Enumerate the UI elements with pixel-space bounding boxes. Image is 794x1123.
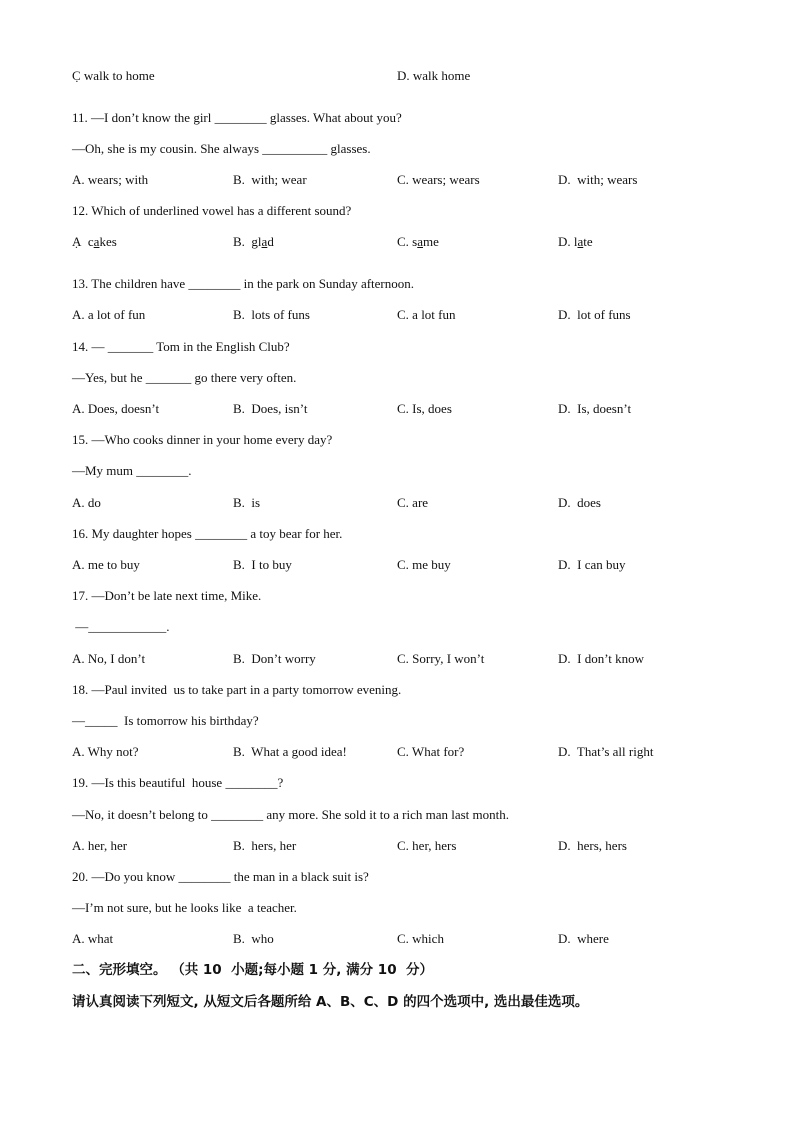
- q19-option-b: B. hers, her: [233, 838, 297, 853]
- q16-option-d: D. I can buy: [558, 557, 626, 572]
- q20-options: [72, 931, 732, 947]
- q12-stem: 12. Which of underlined vowel has a different sound?: [72, 203, 352, 218]
- q19-option-d: D. hers, hers: [558, 838, 627, 853]
- q17-option-d: D. I don’t know: [558, 651, 645, 666]
- q18-option-b: B. What a good idea!: [233, 744, 347, 759]
- q11-stem: 11. —I don’t know the girl ________ glasses. What about you?: [72, 110, 402, 125]
- section-title: 二、完形填空。 （共 10 小题;每小题 1 分, 满分 10 分）: [72, 962, 433, 978]
- q18-option-a: A. Why not?: [72, 744, 139, 759]
- q17-option-c: C. Sorry, I won’t: [397, 651, 485, 666]
- q20-stem: 20. —Do you know ________ the man in a black suit is?: [72, 869, 369, 884]
- q17-options: [72, 651, 732, 667]
- q16-option-a: A. me to buy: [72, 557, 140, 572]
- q16-option-b: B. I to buy: [233, 557, 292, 572]
- q13-option-a: A. a lot of fun: [72, 307, 146, 322]
- q16-options: [72, 557, 732, 573]
- q19-option-c: C. her, hers: [397, 838, 457, 853]
- underlined-vowel: a: [577, 234, 584, 249]
- q18-stem: 18. —Paul invited us to take part in a party tomorrow evening.: [72, 682, 402, 697]
- q12-option-b: B. glad: [233, 234, 274, 249]
- section-instruction: 请认真阅读下列短文, 从短文后各题所给 A、B、C、D 的四个选项中, 选出最佳选项。: [72, 994, 589, 1010]
- q10-options: [72, 68, 732, 84]
- q18-reply: —_____ Is tomorrow his birthday?: [72, 713, 259, 728]
- q19-reply: —No, it doesn’t belong to ________ any more. She sold it to a rich man last month.: [72, 807, 510, 822]
- q15-options: [72, 495, 732, 511]
- q13-option-d: D. lot of funs: [558, 307, 631, 322]
- q10-option-d: D. walk home: [397, 68, 471, 83]
- q19-stem: 19. —Is this beautiful house ________?: [72, 775, 284, 790]
- q13-option-b: B. lots of funs: [233, 307, 310, 322]
- q20-option-b: B. who: [233, 931, 274, 946]
- q12-options: [72, 234, 732, 250]
- q19-option-a: A. her, her: [72, 838, 128, 853]
- q14-stem: 14. — _______ Tom in the English Club?: [72, 339, 290, 354]
- q16-option-c: C. me buy: [397, 557, 451, 572]
- underlined-vowel: a: [417, 234, 424, 249]
- q14-options: [72, 401, 732, 417]
- q18-option-c: C. What for?: [397, 744, 465, 759]
- q14-option-a: A. Does, doesn’t: [72, 401, 160, 416]
- q15-option-d: D. does: [558, 495, 601, 510]
- q10-option-c: C̣ walk to home: [72, 68, 155, 83]
- q17-option-b: B. Don’t worry: [233, 651, 316, 666]
- q11-reply: —Oh, she is my cousin. She always __________ glasses.: [72, 141, 371, 156]
- q20-option-c: C. which: [397, 931, 444, 946]
- q14-option-b: B. Does, isn’t: [233, 401, 308, 416]
- q20-option-a: A. what: [72, 931, 114, 946]
- q19-options: [72, 838, 732, 854]
- q14-option-d: D. Is, doesn’t: [558, 401, 632, 416]
- q17-reply: —____________.: [72, 619, 170, 634]
- q11-option-a: A. wears; with: [72, 172, 149, 187]
- q12-option-d: D. late: [558, 234, 593, 249]
- q13-option-c: C. a lot fun: [397, 307, 456, 322]
- q11-option-b: B. with; wear: [233, 172, 307, 187]
- q20-reply: —I’m not sure, but he looks like a teacher.: [72, 900, 297, 915]
- q16-stem: 16. My daughter hopes ________ a toy bear for her.: [72, 526, 343, 541]
- q11-options: [72, 172, 732, 188]
- q15-stem: 15. —Who cooks dinner in your home every day?: [72, 432, 333, 447]
- q15-option-a: A. do: [72, 495, 101, 510]
- q20-option-d: D. where: [558, 931, 609, 946]
- q18-option-d: D. That’s all right: [558, 744, 654, 759]
- q17-stem: 17. —Don’t be late next time, Mike.: [72, 588, 262, 603]
- q12-option-a: Ạ cakes: [72, 234, 117, 249]
- underlined-vowel: a: [261, 234, 268, 249]
- q15-option-b: B. is: [233, 495, 261, 510]
- q15-reply: —My mum ________.: [72, 463, 192, 478]
- underlined-vowel: a: [93, 234, 100, 249]
- q13-options: [72, 307, 732, 323]
- q14-option-c: C. Is, does: [397, 401, 452, 416]
- q18-options: [72, 744, 732, 760]
- q13-stem: 13. The children have ________ in the park on Sunday afternoon.: [72, 276, 415, 291]
- q11-option-d: D. with; wears: [558, 172, 638, 187]
- q15-option-c: C. are: [397, 495, 429, 510]
- q17-option-a: A. No, I don’t: [72, 651, 146, 666]
- q14-reply: —Yes, but he _______ go there very often.: [72, 370, 297, 385]
- q11-option-c: C. wears; wears: [397, 172, 480, 187]
- q12-option-c: C. same: [397, 234, 439, 249]
